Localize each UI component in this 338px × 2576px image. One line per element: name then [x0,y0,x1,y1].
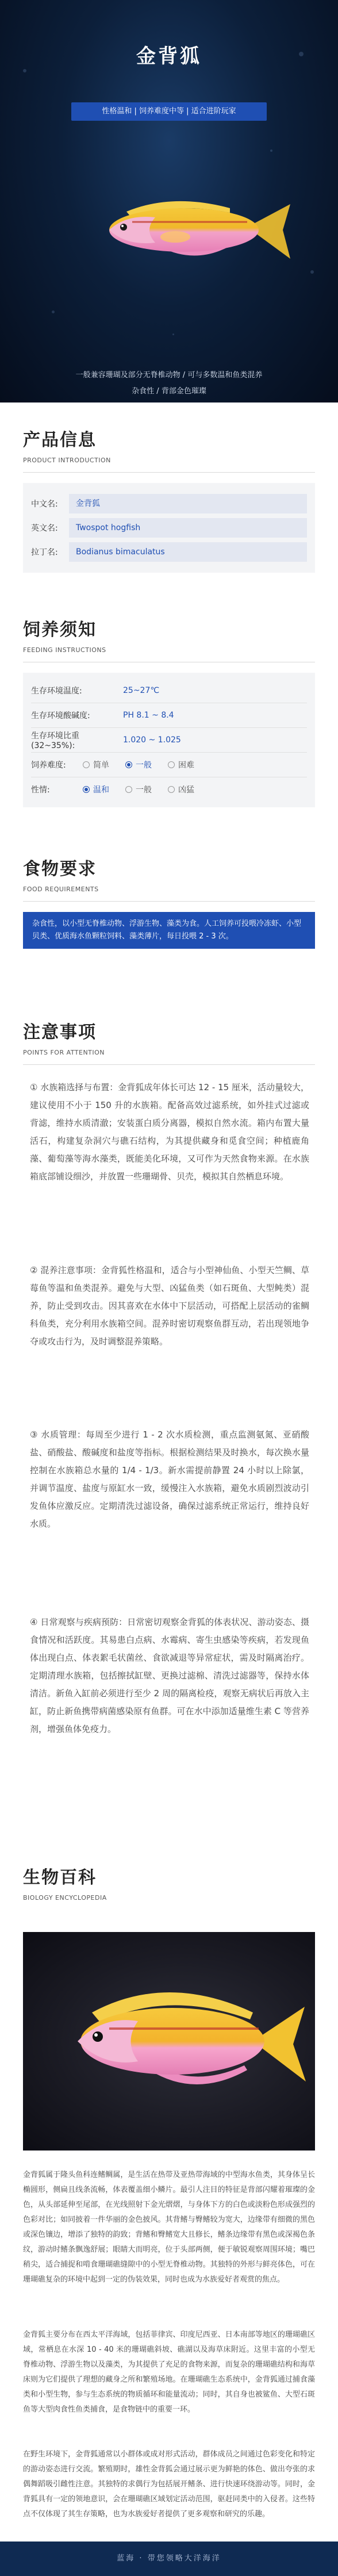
product-row-english-name [31,518,307,538]
section-title: 注意事项 [23,1022,97,1042]
row-label: 饲养难度: [31,761,66,770]
divider [23,901,315,902]
note-paragraph-4: ④ 日常观察与疾病预防：日常密切观察金背狐的体表状况、游动姿态、摄食情况和活跃度。其易患白点病、水霉病、寄生虫感染等疾病，若发现鱼体出现白点、体表絮毛状菌丝、食欲减退等异常症状，需及时隔离治疗。定期清理水族箱，包括擦拭缸壁、更换过滤棉、清洗过滤器等，保持水体清洁。新鱼入缸前必须进行至少 2 周的隔离检疫，观察无病状后再放入主缸，防止新鱼携带病菌感染原有鱼群。可在水中添加适量维生素 C 等营养剂，增强鱼体免疫力。 [30,1617,309,1734]
section-title: 食物要求 [23,859,97,879]
food-header [23,854,315,902]
row-value: PH 8.1 ~ 8.4 [123,711,174,720]
row-label: 中文名: [31,500,58,509]
row-label: 生存环境比重(32~35%): [31,731,79,750]
page-footer: 蓝海 · 带您领略大洋海洋 [0,2542,338,2576]
radio-icon [168,761,175,768]
section-subtitle: POINTS FOR ATTENTION [23,1049,105,1056]
bio-paragraph-1: 金背狐属于隆头鱼科连鳍鲷属，是生活在热带及亚热带海域的中型海水鱼类，其身体呈长椭圆形，侧扁且线条流畅，体表覆盖细小鳞片。最引人注目的特征是背部闪耀着璀璨的金色，从头部延伸至尾部，在光线照射下金光熠熠，与身体下方的白色或淡粉色形成强烈的色彩对比；如同披着一件华丽的金色披风。其背鳍与臀鳍较为宽大，边缘带有细微的黑色或深色镶边，增添了独特的韵致；背鳍和臀鳍宽大且修长，鳍条边缘带有黑色或深褐色条纹，游动时鳍条飘逸舒展；眼睛大而明亮，位于头部两侧，便于敏锐观察周围环境；嘴巴稍尖，适合捕捉和啃食珊瑚礁缝隙中的小型无脊椎动物。其独特的外形与鲜亮体色，可在珊瑚礁复杂的环境中起到一定的伪装效果，同时也成为水族爱好者观赏的焦点。 [23,2171,315,2284]
feed-row-ph [31,703,307,728]
row-value: Twospot hogfish [69,518,307,538]
bio-fish-image [23,1932,315,2150]
section-subtitle: FOOD REQUIREMENTS [23,885,99,893]
temper-option-fierce[interactable]: 凶猛 [168,784,194,795]
hero-banner [0,0,338,402]
note-paragraph-1: ① 水族箱选择与布置：金背狐成年体长可达 12 - 15 厘米，活动量较大，建议使用不小于 150 升的水族箱。配备高效过滤系统，如外挂式过滤或背滤，维持水质清澈；安装蛋白质分离器，模拟自然水流。箱内布置大量活石，构建复杂洞穴与礁石结构，为其提供藏身和觅食空间；种植鹿角藻、葡萄藻等海水藻类，既能美化环境，又可作为天然食物来源。在水族箱底部铺设细沙，并放置一些珊瑚骨、贝壳，模拟其自然栖息环境。 [30,1082,309,1182]
row-value: 1.020 ~ 1.025 [123,735,181,745]
temper-option-mild[interactable]: 温和 [83,784,109,795]
bio-header [23,1863,315,1902]
fish-image [57,172,299,288]
hero-description-2: 杂食性 / 背部金色璀璨 [132,387,206,396]
bio-paragraph-2: 金背狐主要分布在西太平洋海域，包括菲律宾、印度尼西亚、日本南部等地区的珊瑚礁区域，常栖息在水深 10 - 40 米的珊瑚礁斜坡、礁湖以及海草床附近。这里丰富的小型无脊椎动物、浮游生物以及藻类，为其提供了充足的食物来源，而复杂的珊瑚礁结构和海草床则为它们提供了理想的藏身之所和繁殖场地。在珊瑚礁生态系统中，金背狐通过捕食藻类和小型生物，参与生态系统的物质循环和能量流动；同时，其自身也被鲨鱼、大型石斑鱼等大型肉食性鱼类捕食，是食物链中的重要一环。 [23,2330,315,2414]
row-label: 英文名: [31,524,58,533]
feed-row-temperature [31,678,307,703]
radio-icon [125,786,132,793]
page-title: 金背狐 [136,45,202,68]
product-row-latin-name [31,542,307,562]
feeding-panel [23,673,315,807]
food-requirements-box: 杂食性，以小型无脊椎动物、浮游生物、藻类为食。人工饲养可投喂冷冻虾、小型贝类、优质海水鱼颗粒饲料、藻类薄片，每日投喂 2 - 3 次。 [23,912,315,949]
radio-icon [168,786,175,793]
row-value: 金背狐 [69,494,307,513]
row-label: 生存环境温度: [31,687,82,696]
bio-paragraph-3: 在野生环境下，金背狐通常以小群体或成对形式活动，群体成员之间通过色彩变化和特定的游动姿态进行交流。繁殖期时，雄性金背狐会通过展示更为鲜艳的体色、做出夸张的求偶舞蹈吸引雌性注意。其独特的求偶行为包括展开鳍条、进行快速环绕游动等。同时，金背狐具有一定的领地意识，会在珊瑚礁区域划定活动范围，驱赶同类中的入侵者。这些特点不仅体现了其生存策略，也为水族爱好者提供了更多观察和研究的乐趣。 [23,2450,315,2518]
row-label: 生存环境酸碱度: [31,711,90,720]
note-paragraph-2: ② 混养注意事项：金背狐性格温和，适合与小型神仙鱼、小型天竺鲷、草莓鱼等温和鱼类混养。避免与大型、凶猛鱼类（如石斑鱼、大型鲀类）混养，防止受到攻击。因其喜欢在水体中下层活动，可搭配上层活动的雀鲷科鱼类，充分利用水族箱空间。混养时密切观察鱼群互动，若出现领地争夺或攻击行为，及时调整混养策略。 [30,1265,309,1347]
difficulty-option-hard[interactable]: 困难 [168,759,194,770]
hero-description: 一般兼容珊瑚及部分无脊椎动物 / 可与多数温和鱼类混养 [75,371,263,379]
feed-row-temperament [31,777,307,802]
section-subtitle: FEEDING INSTRUCTIONS [23,646,106,654]
feed-row-difficulty [31,753,307,777]
divider [23,1064,315,1065]
feed-row-salinity [31,728,307,753]
section-subtitle: BIOLOGY ENCYCLOPEDIA [23,1894,107,1902]
radio-selected-icon [83,786,90,793]
fish-illustration [23,1932,315,2150]
section-subtitle: PRODUCT INTRODUCTION [23,457,111,464]
row-value: 25~27℃ [123,686,160,695]
radio-selected-icon [125,761,132,768]
product-info-panel [23,483,315,573]
note-paragraph-3: ③ 水质管理：每周至少进行 1 - 2 次水质检测，重点监测氨氮、亚硝酸盐、硝酸盐、酸碱度和盐度等指标。根据检测结果及时换水，每次换水量控制在水族箱总水量的 1/4 - 1/3。新水需提前静置 24 小时以上除氯，并调节温度、盐度与原缸水一致，缓慢注入水族箱，避免水质剧烈波动引发鱼体应激反应。定期清洗过滤设备，确保过滤系统正常运行，维持良好水质。 [30,1429,309,1529]
section-title: 产品信息 [23,430,97,450]
row-value: Bodianus bimaculatus [69,542,307,562]
radio-icon [83,761,90,768]
difficulty-option-medium[interactable]: 一般 [125,759,152,770]
row-label: 拉丁名: [31,548,58,557]
difficulty-option-easy[interactable]: 简单 [83,759,109,770]
feeding-header [23,615,315,662]
row-label: 性情: [31,785,50,795]
hero-tag-badge: 性格温和 | 饲养难度中等 | 适合进阶玩家 [71,102,267,121]
product-row-chinese-name [31,493,307,514]
section-title: 饲养须知 [23,620,97,640]
notes-header [23,1018,315,1065]
temper-option-normal[interactable]: 一般 [125,784,152,795]
product-info-header [23,425,315,473]
divider [23,472,315,473]
section-title: 生物百科 [23,1868,97,1888]
